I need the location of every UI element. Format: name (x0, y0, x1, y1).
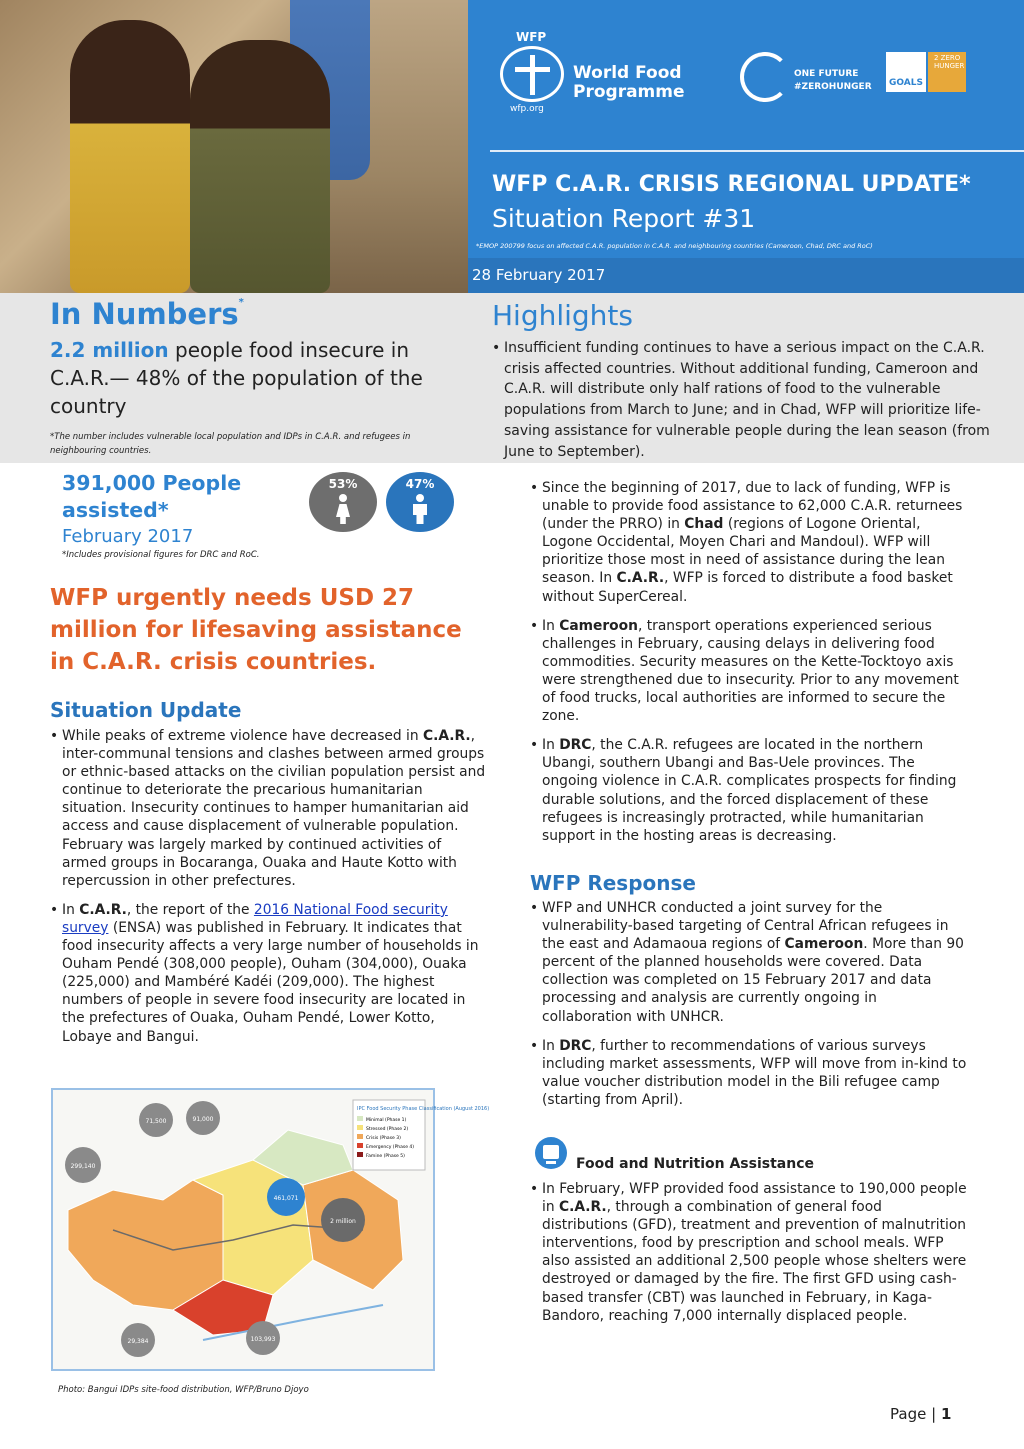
male-pct: 47% (405, 477, 435, 491)
zero-hunger-text (794, 68, 872, 94)
food-insecure-stat (50, 336, 450, 420)
map-callout-label: 2 million (330, 1218, 356, 1225)
zero-hunger-line1: ONE FUTURE (794, 69, 859, 79)
photo-child-left (70, 20, 190, 293)
list-item: • While peaks of extreme violence have decreased in C.A.R., inter-communal tensions and clashes between armed groups or ethnic-based attacks on the civilian population persist and continue to deteriorate the precarious humanitarian situation. Insecurity continues to hamper humanitarian aid access and cause displacement of vulnerable population. February was largely marked by continued activities of armed groups in Bocaranga, Ouaka and Haute Kotto with repercussion in other prefectures. (50, 727, 486, 890)
list-item: • In DRC, further to recommendations of various surveys including market assessments, WFP will move from in-kind to value voucher distribution model in the Bili refugee camp (starting from April). (530, 1037, 968, 1109)
food-nutrition-list (530, 1180, 968, 1325)
wfp-name-line1: World Food (573, 63, 682, 83)
report-footnote: *EMOP 200799 focus on affected C.A.R. population in C.A.R. and neighbouring countries (Cameroon, Chad, DRC and RoC) (476, 242, 873, 250)
header-photo (0, 0, 468, 293)
list-item: • In February, WFP provided food assistance to 190,000 people in C.A.R., through a combination of general food distributions (GFD), treatment and prevention of malnutrition interventions, food by prescription and school meals. WFP also assisted an additional 2,500 people whose shelters were destroyed or damaged by the fire. The first GFD using cash-based transfer (CBT) was launched in February, in Kaga-Bandoro, reaching 7,000 internally displaced people. (530, 1180, 968, 1325)
map-callout-label: 29,384 (127, 1338, 149, 1345)
wfp-response-heading: WFP Response (530, 871, 696, 895)
map-callout-label: 299,140 (70, 1163, 96, 1170)
map-callout-label: 461,071 (273, 1195, 299, 1202)
date-bar (468, 258, 1024, 293)
list-item: • In C.A.R., the report of the 2016 National Food security survey (ENSA) was published in February. It indicates that food insecurity affects a very large number of households in Ouham Pendé (308,000 people), Ouham (304,000), Ouaka (225,000) and Mambéré Kadéi (209,000). The highest numbers of people in severe food insecurity are located in the prefectures of Ouaka, Ouham Pendé, Lower Kotto, Lobaye and Bangui. (50, 901, 486, 1046)
zero-hunger-icon (740, 52, 790, 102)
wfp-response-list (530, 899, 968, 1109)
page-separator: | (931, 1405, 937, 1423)
wfp-name (573, 64, 685, 102)
situation-update-heading: Situation Update (50, 698, 242, 722)
food-insecure-value: 2.2 million (50, 338, 169, 362)
map-legend-swatch (357, 1143, 363, 1148)
female-share-badge (309, 472, 377, 532)
report-title: WFP C.A.R. CRISIS REGIONAL UPDATE* (492, 172, 971, 197)
page-label: Page (890, 1405, 927, 1423)
map-callout-label: 71,500 (145, 1118, 167, 1125)
food-insecure-text: people food insecure in C.A.R.— 48% of the population of the country (50, 338, 423, 418)
in-numbers-text: In Numbers (50, 297, 239, 331)
page-number (890, 1405, 951, 1423)
list-item: • In Cameroon, transport operations experienced serious challenges in February, causing delays in delivering food commodities. Security measures on the Kette-Tocktoyo axis were strengthened due to insecurity. Prior to any movement of food trucks, local authorities are informed to secure the zone. (530, 617, 968, 726)
in-numbers-mark: * (238, 297, 244, 308)
assisted-note: *Includes provisional figures for DRC and RoC. (62, 550, 260, 560)
map-legend-swatch (357, 1134, 363, 1139)
wfp-name-line2: Programme (573, 82, 685, 102)
food-assistance-icon (535, 1137, 567, 1169)
list-item: • In DRC, the C.A.R. refugees are located in the northern Ubangi, southern Ubangi and Bas-Uele provinces. The ongoing violence in C.A.R. complicates prospects for finding durable solutions, and the forced displacement of these refugees is increasingly protracted, while humanitarian support in the hosting areas is decreasing. (530, 736, 968, 845)
report-subtitle: Situation Report #31 (492, 204, 756, 233)
map-legend-label: Stressed (Phase 2) (366, 1127, 409, 1132)
zero-hunger-line2: #ZEROHUNGER (794, 82, 872, 92)
food-security-map (51, 1088, 490, 1371)
country-updates-list (530, 479, 968, 845)
goal2-label: 2 ZERO HUNGER (934, 54, 965, 70)
male-person-icon (412, 494, 428, 526)
highlights-list (492, 338, 1002, 462)
map-callout-label: 103,993 (250, 1336, 276, 1343)
situation-list (50, 727, 486, 1046)
food-nutrition-heading: Food and Nutrition Assistance (576, 1156, 814, 1172)
people-assisted: 391,000 People assisted* (62, 471, 242, 522)
sdg-goals-logo (886, 52, 966, 92)
list-item: • WFP and UNHCR conducted a joint survey for the vulnerability-based targeting of Central African refugees in the east and Adamaoua regions of Cameroon. More than 90 percent of the planned households were covered. Data collection was completed on 15 February 2017 and data processing and analysis are currently ongoing in collaboration with UNHCR. (530, 899, 968, 1026)
goals-label: GOALS (889, 78, 923, 88)
list-item: • Insufficient funding continues to have a serious impact on the C.A.R. crisis affected countries. Without additional funding, Cameroon and C.A.R. will distribute only half rations of food to the vulnerable populations from March to June; and in Chad, WFP will prioritize life-saving assistance for vulnerable people during the lean season (from June to September). (492, 338, 1002, 462)
map-legend-label: Minimal (Phase 1) (366, 1118, 407, 1123)
map-graphic (53, 1090, 490, 1369)
funding-appeal: WFP urgently needs USD 27 million for lifesaving assistance in C.A.R. crisis countries. (50, 585, 462, 675)
assisted-month: February 2017 (62, 526, 194, 547)
report-date: 28 February 2017 (472, 266, 606, 284)
wfp-abbr: WFP (516, 30, 547, 44)
in-numbers-heading (50, 297, 244, 331)
photo-caption: Photo: Bangui IDPs site-food distribution, WFP/Bruno Djoyo (58, 1385, 309, 1395)
global-goals-icon (886, 52, 926, 92)
map-legend-swatch (357, 1116, 363, 1121)
female-person-icon (335, 494, 351, 526)
page-number-value: 1 (940, 1405, 952, 1423)
wfp-site: wfp.org (510, 104, 544, 114)
header-divider (490, 150, 1024, 152)
sdg2-icon (928, 52, 966, 92)
wfp-emblem-icon (500, 46, 564, 102)
wfp-logo[interactable] (498, 30, 568, 115)
report-header (468, 0, 1024, 293)
map-legend-label: Crisis (Phase 3) (366, 1136, 401, 1141)
in-numbers-note: *The number includes vulnerable local population and IDPs in C.A.R. and refugees in neighbouring countries. (50, 432, 411, 456)
map-legend-swatch (357, 1125, 363, 1130)
list-item: • Since the beginning of 2017, due to lack of funding, WFP is unable to provide food assistance to 62,000 C.A.R. returnees (under the PRRO) in Chad (regions of Logone Oriental, Logone Occidental, Moyen Chari and Mandoul). WFP will prioritize those most in need of assistance during the lean season. In C.A.R., WFP is forced to distribute a food basket without SuperCereal. (530, 479, 968, 606)
ensa-survey-link[interactable]: 2016 National Food security survey (62, 901, 448, 936)
map-legend-swatch (357, 1152, 363, 1157)
map-legend-title: IPC Food Security Phase Classification (August 2016) (357, 1106, 490, 1112)
female-pct: 53% (328, 477, 358, 491)
photo-child-right (190, 40, 330, 293)
map-legend-label: Famine (Phase 5) (366, 1154, 405, 1159)
highlights-heading: Highlights (492, 299, 633, 332)
map-callout-label: 91,000 (192, 1116, 214, 1123)
male-share-badge (386, 472, 454, 532)
map-legend-label: Emergency (Phase 4) (366, 1145, 415, 1150)
